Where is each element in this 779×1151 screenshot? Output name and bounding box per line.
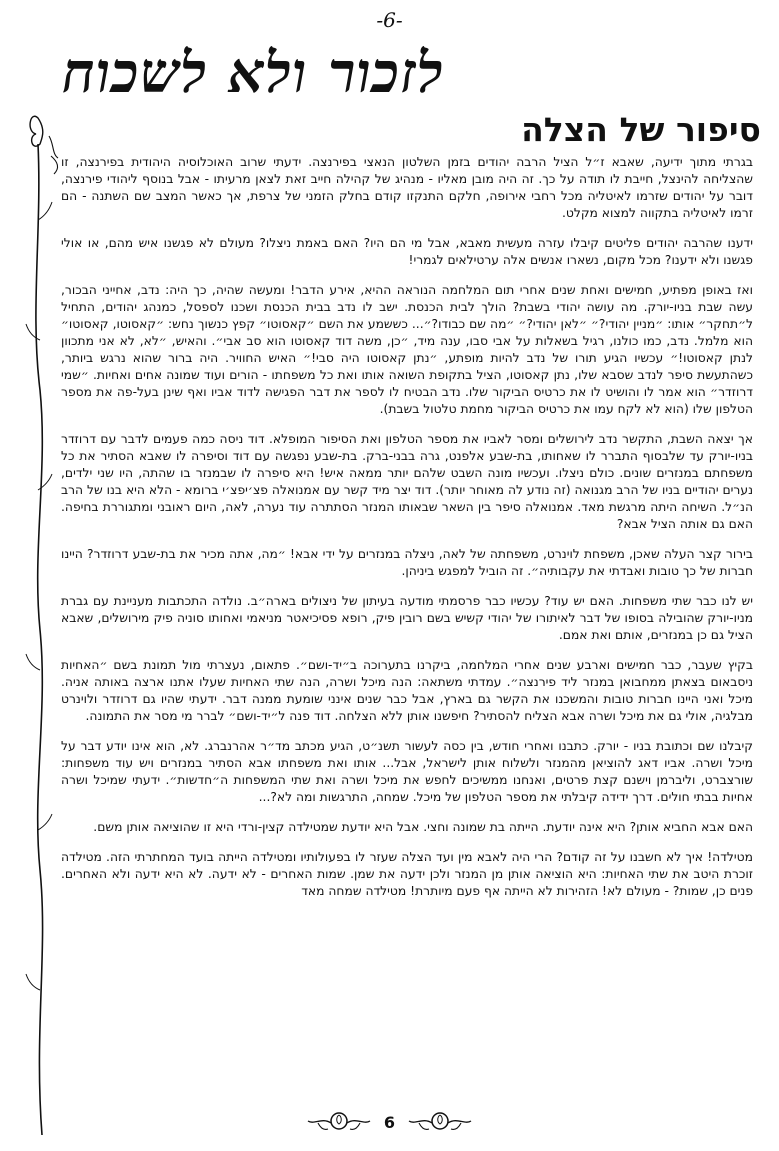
article-paragraph: ידענו שהרבה יהודים פליטים קיבלו עזרה מעשית מאבא, אבל מי הם היו? האם באמת ניצלו? מעולם לא פגשנו איש מהם, או אולי פגשנו ולא ידענו? מכל מקום, נשארו אנשים אלה ערטילאים לגמרי! <box>61 236 753 267</box>
article-paragraph: מטילדה! איך לא חשבנו על זה קודם? הרי היה לאבא מין ועד הצלה שעזר לו בפעולותיו ומטילדה הייתה בועד המחתרתי הזה. מטילדה זוכרת היטב את שתי האחיות: היא הוציאה אותן מן המנזר ולכן ידעה את שמן. שמות האחרים - לא ידעה. לא היא ידעה ולא האחרים. פנים כן, שמות? - מעולם לא! הזהירות לא הייתה אף פעם מיותרת! מטילדה שמחה מאד <box>61 850 753 898</box>
page-footer-number: 6 <box>383 1112 396 1132</box>
rose-ornament-icon <box>405 1107 475 1137</box>
page-footer <box>0 1102 779 1142</box>
article-paragraph: יש לנו כבר שתי משפחות. האם יש עוד? עכשיו כבר פרסמתי מודעה בעיתון של ניצולים בארה״ב. נולדה התכתבות מעניינת עם גברת מניו-יורק שהובילה בסופו של דבר לאיתורו של יהודי קשיש בשם רובין פיק, רופא פסיכיאטר מניאמי ואחותו סוניה פיק מירושלים, שאבא הציל גם כן במנזרים, אותם ואת אמם. <box>61 594 753 642</box>
article-paragraph: אך יצאה השבת, התקשר נדב לירושלים ומסר לאביו את מספר הטלפון ואת הסיפור המופלא. דוד ניסה כמה פעמים לדבר עם דרוזדר בניו-יורק עד שלבסוף התברר לו שאחותו, בת-שבע אלפנט, גרה בבני-ברק. בת-שבע נפגשה עם דוד וסיפרה לו שאבא הסתיר את כל משפחתם במנזרים שונים. כולם ניצלו. ועכשיו מונה השבט שלהם יותר ממאה איש! היא סיפרה לו שבמנזר בו שהתה, היו שני ילדים, נערים יהודיים בניו של הרב מגנואה (זה נודע לה מאוחר יותר). דוד יצר מיד קשר עם אמנואלה פצ׳יפצ׳י ברומא - הלא היא בנו של הרב הנ״ל. השיחה היתה מרגשת מאד. אמנואלה סיפר בין השאר שבאותו המנזר הסתתרה עוד נערה, לאה, היום ראובני ומתגוררת בחיפה. האם גם אותה הציל אבא? <box>61 432 753 531</box>
article-paragraph: בירור קצר העלה שאכן, משפחת לוינרט, משפחתה של לאה, ניצלה במנזרים על ידי אבא! ״מה, אתה מכיר את בת-שבע דרוזדר? היינו חברות של כך טובות ואבדתי את עקבותיה״. זה הוביל למפגש ביניהן. <box>61 547 753 578</box>
rose-ornament-icon <box>304 1107 374 1137</box>
article-title: סיפור של הצלה <box>521 110 761 149</box>
article-paragraph: בקיץ שעבר, כבר חמישים וארבע שנים אחרי המלחמה, ביקרנו בתערוכה ב״יד-ושם״. פתאום, נעצרתי מול תמונת בשם ״האחיות ניסבאום בצאתן ממחבואן במנזר ליד פירנצה״. עמדתי משתאה: הנה מיכל ושרה, הנה שתי האחיות שעלו אתנו ארצה באותה אניה. מיכל ואני היינו חברות טובות והמשכנו את הקשר גם בארץ, אבל כבר שנים אינני שומעת ממנה דבר. ידעתי שהיו גם דרוזדר ולוינרט מבלגיה, אולי גם את מיכל ושרה אבא הצליח להסתיר? חיפשנו אותן ללא הצלחה. דוד פנה ל״יד-ושם״ לברר מי מסר את התמונה. <box>61 658 753 723</box>
article-body <box>61 154 753 913</box>
article-paragraph: קיבלנו שם וכתובת בניו - יורק. כתבנו ואחרי חודש, בין כסה לעשור תשנ״ט, הגיע מכתב מד״ר אהרנברג. לא, הוא אינו יודע דבר על מיכל ושרה. אביו דאג להוציאן מהמנזר ולשלוח אותן לישראל, אבל... אותו ואת משפחתו אבא הסתיר במנזרים ויש עוד משפחות: שורצברט, וליברמן וישנם קצת פרטים, ואנחנו ממשיכים לחפש את מיכל ושרה ואת שתי המשפחות ה״חדשות״. ידעתי שמיכל ושרה אחיות בבתי חולים. דרך ידידה קיבלתי את מספר הטלפון של מיכל. שמחה, התרגשות ומה לא?... <box>61 739 753 804</box>
page-header-number: -6- <box>376 8 403 32</box>
article-paragraph: האם אבא החביא אותן? היא אינה יודעת. הייתה בת שמונה וחצי. אבל היא יודעת שמטילדה קצין-ורדי היא זו שהוציאה אותן משם. <box>93 820 753 834</box>
section-banner-title: לזכור ולא לשכוח <box>61 40 445 106</box>
article-paragraph: בגרתי מתוך ידיעה, שאבא ז״ל הציל הרבה יהודים בזמן השלטון הנאצי בפירנצה. ידעתי שרוב האוכלוסיה היהודית בפירנצה, זו שהצליחה להינצל, חייבת לו תודה על כך. זה היה מובן מאליו - מנהיג של קהילה חייב זאת לצאן מרעיתו - אבל בנוסף ליהודי פירנצה, דובר על יהודים שזרמו לאיטליה מכל רחבי אירופה, חלקם התנקזו קודם בחלק הזמני של צרפת, אך כאשר המצב שם השתנה - הם זרמו לאיטליה בתקווה למצוא מקלט. <box>61 155 753 220</box>
article-paragraph: ואז באופן מפתיע, חמישים ואחת שנים אחרי תום המלחמה הנוראה ההיא, אירע הדבר! ומעשה שהיה, כך היה: נדב, אחייני הבכור, עשה שבת בניו-יורק. מה עושה יהודי בשבת? הולך לבית הכנסת. ישב לו נדב בבית הכנסת ושכנו לספסל, כמנהג יהודים, התחיל ל״תחקר״ אותו: ״מניין יהודי?״ ״לאן יהודי?״ ״מה שם כבודו?״... כששמע את השם ״קאסוטו״ קפץ כנשוך נחש: ״קאסוטו, קאסוטו״ הוא מלמל. נדב, כמו כולנו, רגיל בשאלות על אבי סבו, ענה מיד, ״כן, משה דוד קאסוטו הוא סב אבי״. והאיש, ״לא, לא אני מתכוון לנתן קאסוטו!״ עכשיו הגיע תורו של נדב להיות מופתע, ״נתן קאסוטו היה סבי!״ האיש החוויר. היה ברור שהוא נרגש ביותר, כשהתעשת סיפר לנדב שסבא שלו, נתן קאסוטו, הציל בתקופת השואה אותו ואת כל משפחתו - הורים ועוד שמונה אחים ואחיות. ״שמי דרוזדר״ הוא אמר לו והושיט לו את כרטיס הביקור שלו. נדב הבטיח לו לספר את דבר הפגישה לדוד אביו ואף שינן בעל-פה את מספר הטלפון שלו (הוא לא לקח עמו את כרטיס הביקור מחמת טלטול בשבת). <box>61 283 753 416</box>
